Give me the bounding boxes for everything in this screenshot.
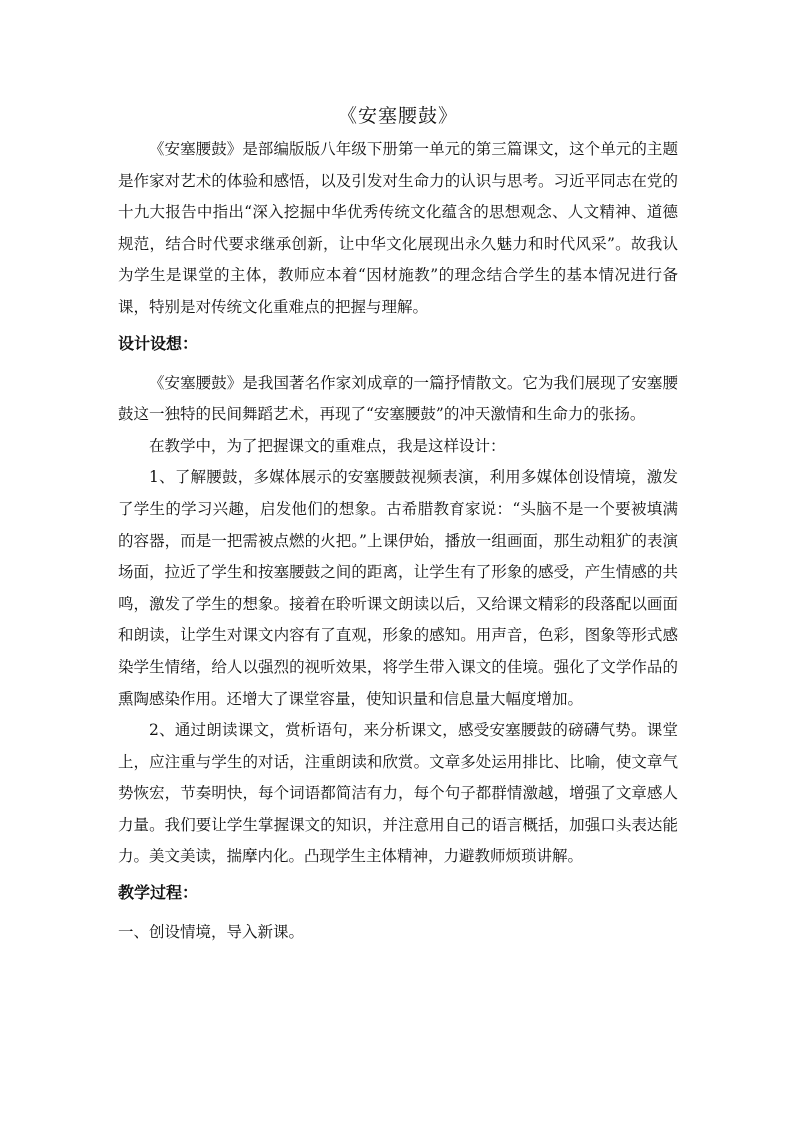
design-paragraph-3: 1、了解腰鼓，多媒体展示的安塞腰鼓视频表演，利用多媒体创设情境，激发了学生的学习兴趣，启发他们的想象。古希腊教育家说：“头脑不是一个要被填满的容器，而是一把需被点燃的火把。”上课伊始，播放一组画面，那生动粗犷的表演场面，拉近了学生和按塞腰鼓之间的距离，让学生有了形象的感受，产生情感的共鸣，激发了学生的想象。接着在聆听课文朗读以后，又给课文精彩的段落配以画面和朗读，让学生对课文内容有了直观，形象的感知。用声音，色彩，图象等形式感染学生情绪，给人以强烈的视听效果，将学生带入课文的佳境。强化了文学作品的熏陶感染作用。还增大了课堂容量，使知识量和信息量大幅度增加。 [118, 468, 678, 708]
design-paragraph-4: 2、通过朗读课文，赏析语句，来分析课文，感受安塞腰鼓的磅礴气势。课堂上，应注重与学生的对话，注重朗读和欣赏。文章多处运用排比、比喻，使文章气势恢宏，节奏明快，每个词语都简洁有力，每个句子都群情激越，增强了文章感人力量。我们要让学生掌握课文的知识，并注意用自己的语言概括，加强口头表达能力。美文美读，揣摩内化。凸现学生主体精神，力避教师烦琐讲解。 [118, 721, 678, 866]
document-body [118, 134, 678, 949]
design-paragraph-1: 《安塞腰鼓》是我国著名作家刘成章的一篇抒情散文。它为我们展现了安塞腰鼓这一独特的民间舞蹈艺术，再现了“安塞腰鼓”的冲天激情和生命力的张扬。 [118, 373, 678, 424]
intro-paragraph: 《安塞腰鼓》是部编版版八年级下册第一单元的第三篇课文，这个单元的主题是作家对艺术的体验和感悟，以及引发对生命力的认识与思考。习近平同志在党的十九大报告中指出“深入挖掘中华优秀传统文化蕴含的思想观念、人文精神、道德规范，结合时代要求继承创新，让中华文化展现出永久魅力和时代风采”。故我认为学生是课堂的主体，教师应本着“因材施教”的理念结合学生的基本情况进行备课，特别是对传统文化重难点的把握与理解。 [118, 140, 678, 316]
process-paragraph-1: 一、创设情境，导入新课。 [118, 923, 305, 942]
section-heading-design: 设计设想： [118, 333, 199, 353]
design-paragraph-2: 在教学中，为了把握课文的重难点，我是这样设计： [149, 436, 506, 455]
document-title: 《安塞腰鼓》 [337, 105, 458, 127]
section-heading-process: 教学过程： [118, 883, 199, 903]
